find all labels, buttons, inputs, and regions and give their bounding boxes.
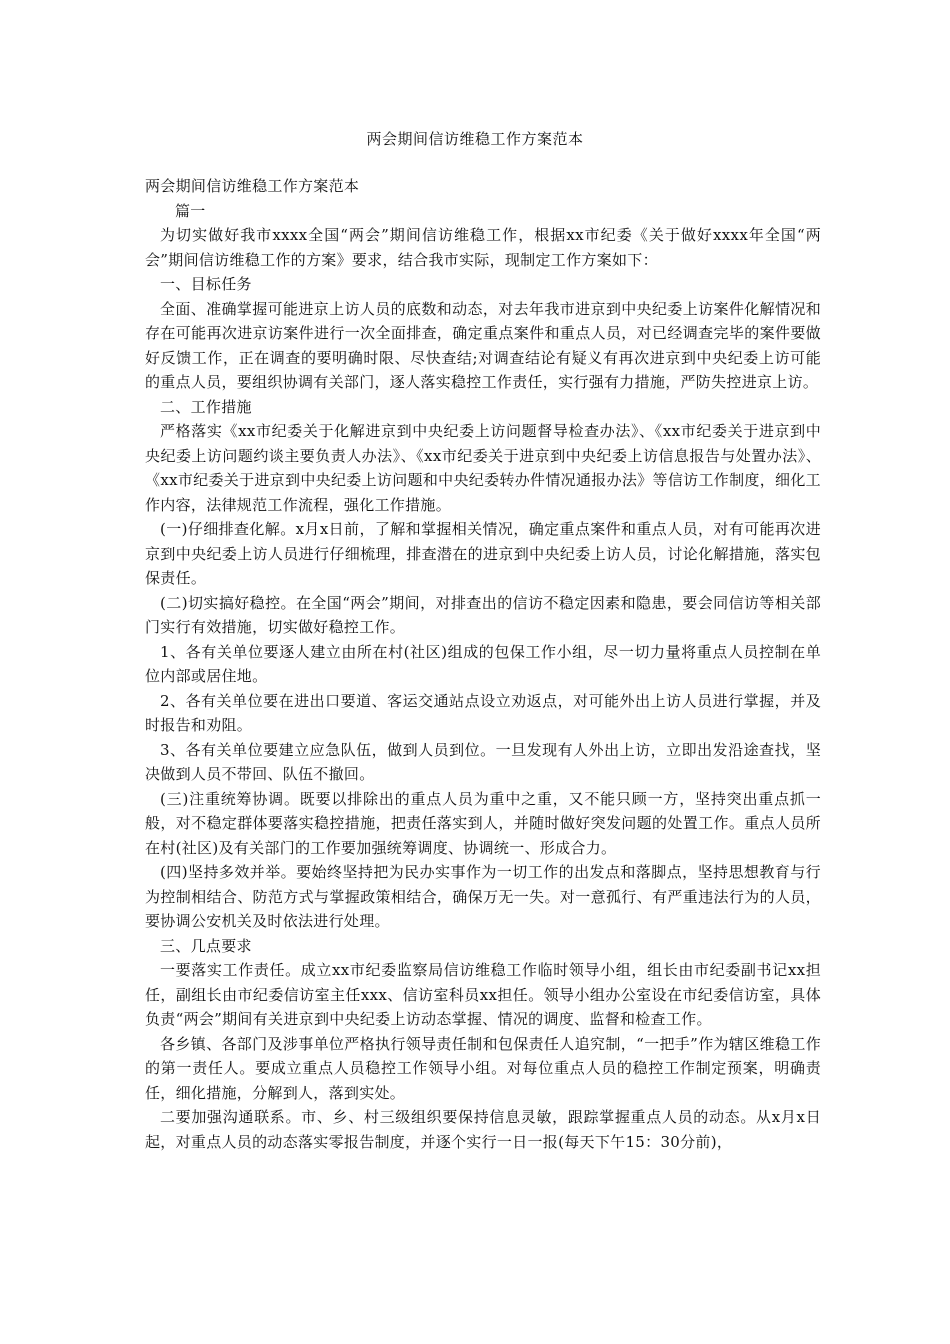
paragraph: 二、工作措施 bbox=[160, 397, 252, 416]
paragraph: 3、各有关单位要建立应急队伍，做到人员到位。一旦发现有人外出上访，立即出发沿途查找，坚决做到人员不带回、队伍不撤回。 bbox=[145, 740, 821, 783]
paragraph: 篇一 bbox=[175, 201, 206, 220]
paragraph: (三)注重统筹协调。既要以排除出的重点人员为重中之重，又不能只顾一方，坚持突出重点抓一般，对不稳定群体要落实稳控措施，把责任落实到人，并随时做好突发问题的处置工作。重点人员所在村(社区)及有关部门的工作要加强统筹调度、协调统一、形成合力。 bbox=[145, 789, 821, 857]
document-body bbox=[145, 174, 821, 1154]
document-title: 两会期间信访维稳工作方案范本 bbox=[366, 130, 584, 148]
paragraph: 为切实做好我市xxxx全国“两会”期间信访维稳工作，根据xx市纪委《关于做好xxxx年全国“两会”期间信访维稳工作的方案》要求，结合我市实际，现制定工作方案如下： bbox=[145, 226, 822, 269]
paragraph: (二)切实搞好稳控。在全国“两会”期间，对排查出的信访不稳定因素和隐患，要会同信访等相关部门实行有效措施，切实做好稳控工作。 bbox=[145, 593, 821, 636]
paragraph: (一)仔细排查化解。x月x日前，了解和掌握相关情况，确定重点案件和重点人员，对有可能再次进京到中央纪委上访人员进行仔细梳理，排查潜在的进京到中央纪委上访人员，讨论化解措施，落实包保责任。 bbox=[145, 520, 821, 587]
paragraph: 2、各有关单位要在进出口要道、客运交通站点设立劝返点，对可能外出上访人员进行掌握，并及时报告和劝阻。 bbox=[145, 691, 821, 734]
paragraph: 二要加强沟通联系。市、乡、村三级组织要保持信息灵敏，跟踪掌握重点人员的动态。从x月x日起，对重点人员的动态落实零报告制度，并逐个实行一日一报(每天下午15：30分前)， bbox=[145, 1108, 821, 1151]
paragraph: 一要落实工作责任。成立xx市纪委监察局信访维稳工作临时领导小组，组长由市纪委副书记xx担任，副组长由市纪委信访室主任xxx、信访室科员xx担任。领导小组办公室设在市纪委信访室，具体负责“两会”期间有关进京到中央纪委上访动态掌握、情况的调度、监督和检查工作。 bbox=[145, 961, 821, 1028]
paragraph: 两会期间信访维稳工作方案范本 bbox=[145, 177, 360, 195]
paragraph: 三、几点要求 bbox=[160, 936, 252, 955]
paragraph: 严格落实《xx市纪委关于化解进京到中央纪委上访问题督导检查办法》、《xx市纪委关于进京到中央纪委上访问题约谈主要负责人办法》、《xx市纪委关于进京到中央纪委上访信息报告与处置办法》、《xx市纪委关于进京到中央纪委上访问题和中央纪委转办件情况通报办法》等信访工作制度，细化工作内容，法律规范工作流程，强化工作措施。 bbox=[145, 422, 821, 514]
paragraph: 各乡镇、各部门及涉事单位严格执行领导责任制和包保责任人追究制，“一把手”作为辖区维稳工作的第一责任人。要成立重点人员稳控工作领导小组。对每位重点人员的稳控工作制定预案，明确责任，细化措施，分解到人，落到实处。 bbox=[145, 1034, 821, 1102]
paragraph: 全面、准确掌握可能进京上访人员的底数和动态，对去年我市进京到中央纪委上访案件化解情况和存在可能再次进京访案件进行一次全面排查，确定重点案件和重点人员，对已经调查完毕的案件要做好反馈工作，正在调查的要明确时限、尽快查结;对调查结论有疑义有再次进京到中央纪委上访可能的重点人员，要组织协调有关部门，逐人落实稳控工作责任，实行强有力措施，严防失控进京上访。 bbox=[145, 299, 821, 391]
paragraph: 一、目标任务 bbox=[160, 275, 252, 293]
paragraph: 1、各有关单位要逐人建立由所在村(社区)组成的包保工作小组，尽一切力量将重点人员控制在单位内部或居住地。 bbox=[145, 642, 821, 685]
paragraph: (四)坚持多效并举。要始终坚持把为民办实事作为一切工作的出发点和落脚点，坚持思想教育与行为控制相结合、防范方式与掌握政策相结合，确保万无一失。对一意孤行、有严重违法行为的人员，要协调公安机关及时依法进行处理。 bbox=[145, 863, 821, 930]
